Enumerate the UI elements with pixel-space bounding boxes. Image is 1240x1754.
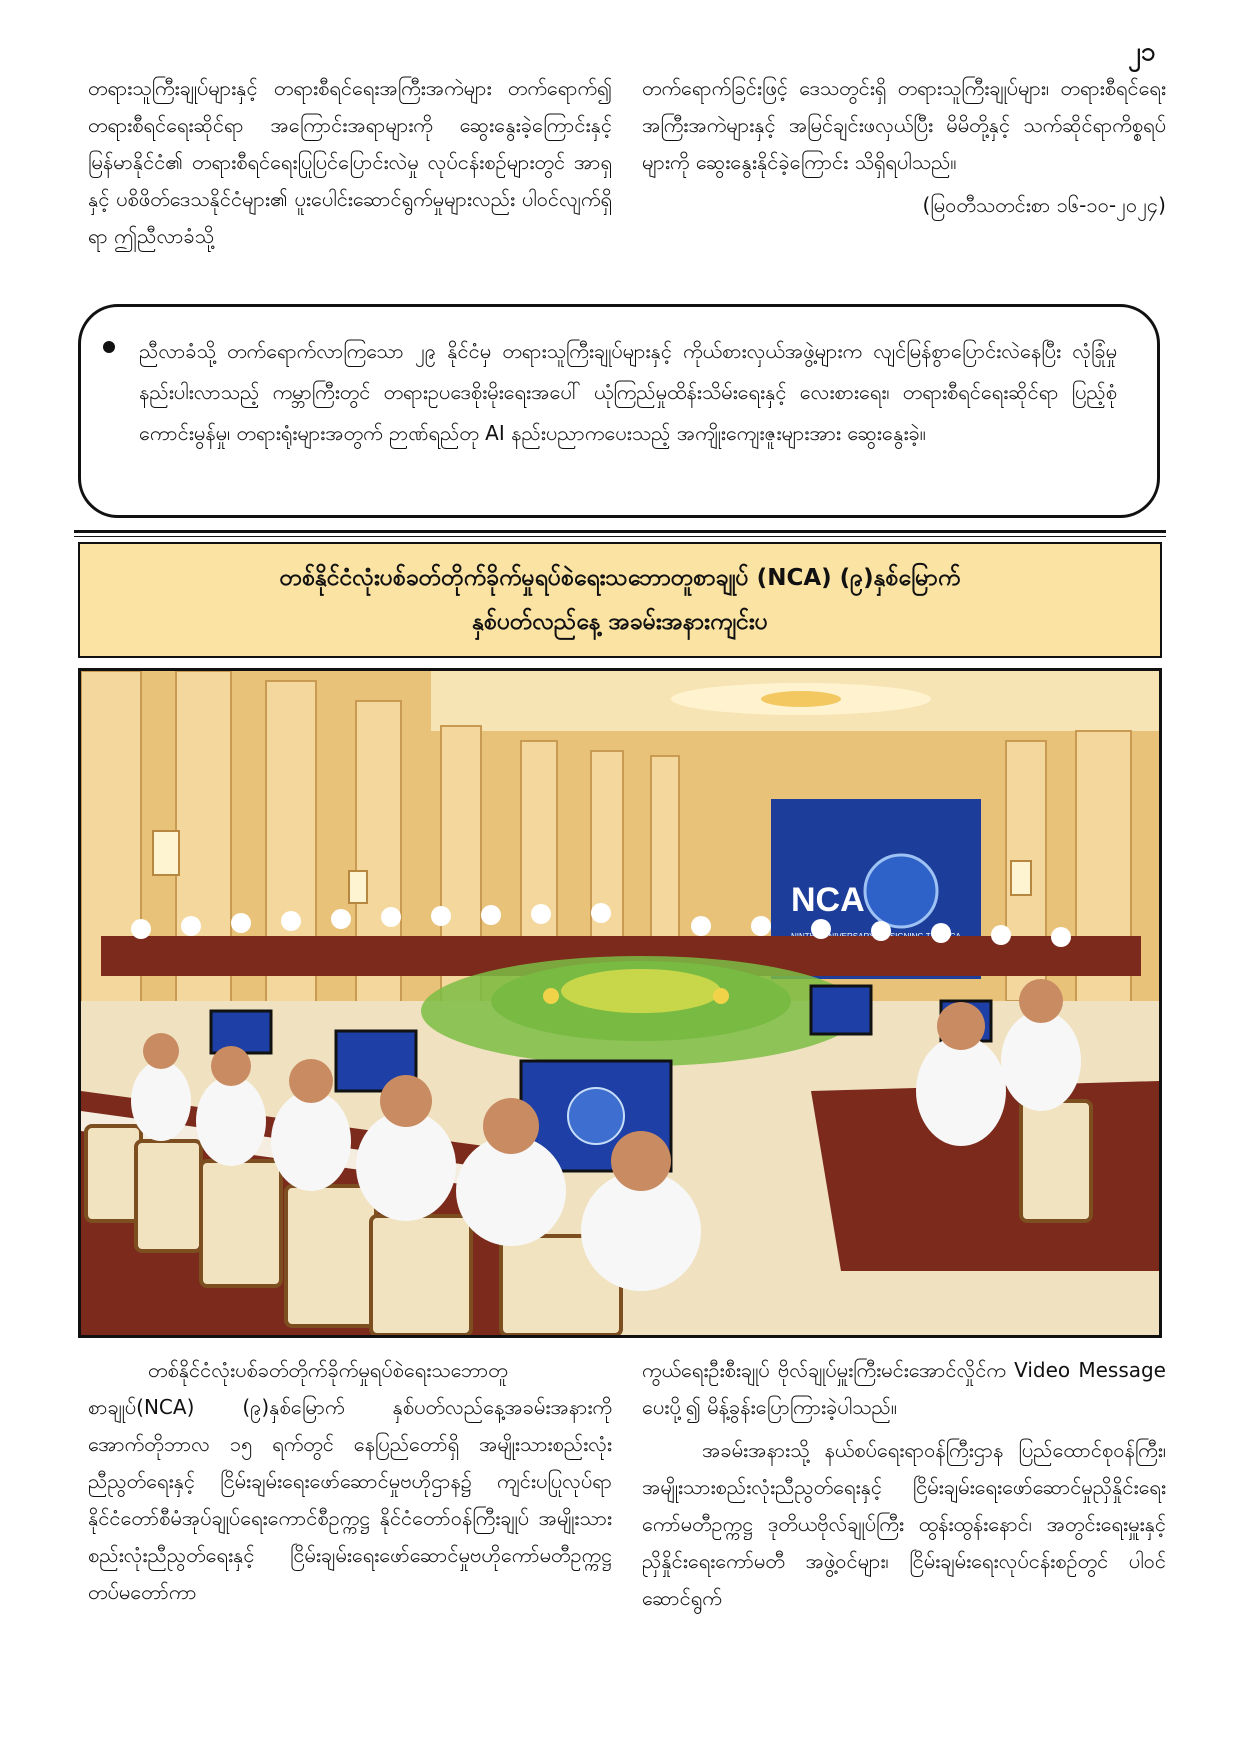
bottom-left-paragraph: တစ်နိုင်ငံလုံးပစ်ခတ်တိုက်ခိုက်မှုရပ်စဲရေးသဘောတူစာချုပ်(NCA) (၉)နှစ်မြောက် နှစ်ပတ်လည်နေ့အခမ်းအနားကို အောက်တိုဘာလ ၁၅ ရက်တွင် နေပြည်တော်ရှိ အမျိုးသားစည်းလုံး ညီညွတ်ရေးနှင့် ငြိမ်းချမ်းရေးဖော်ဆောင်မှုဗဟိုဌာန၌ ကျင်းပပြုလုပ်ရာ နိုင်ငံတော်စီမံအုပ်ချုပ်ရေးကောင်စီဥက္ကဋ္ဌ နိုင်ငံတော်ဝန်ကြီးချုပ် အမျိုးသားစည်းလုံးညီညွတ်ရေးနှင့် ငြိမ်းချမ်းရေးဖော်ဆောင်မှုဗဟိုကော်မတီဥက္ကဋ္ဌ တပ်မတော်ကာ <box>88 1358 612 1604</box>
bottom-right-column <box>642 1352 1166 1617</box>
divider-thin <box>74 536 1166 537</box>
top-right-column <box>642 70 1166 224</box>
summary-box <box>78 304 1160 518</box>
divider-thick <box>74 530 1166 533</box>
headline-line-2: နှစ်ပတ်လည်နေ့ အခမ်းအနားကျင်းပ <box>472 609 768 635</box>
bottom-left-column <box>88 1352 612 1611</box>
center-plants <box>421 956 861 1066</box>
top-left-column <box>88 70 612 255</box>
bottom-right-paragraph-2: အခမ်းအနားသို့ နယ်စပ်ရေးရာဝန်ကြီးဌာန ပြည်ထောင်စုဝန်ကြီး၊ အမျိုးသားစည်းလုံးညီညွတ်ရေးနှင့် ငြိမ်းချမ်းရေးဖော်ဆောင်မှုညှိနှိုင်းရေးကော်မတီဥက္ကဋ္ဌ ဒုတိယဗိုလ်ချုပ်ကြီး ထွန်းထွန်းနောင်၊ အတွင်းရေးမှူးနှင့် ညှိနှိုင်းရေးကော်မတီ အဖွဲ့ဝင်များ၊ ငြိမ်းချမ်းရေးလုပ်ငန်းစဉ်တွင် ပါဝင်ဆောင်ရွက် <box>642 1438 1166 1610</box>
top-left-paragraph: တရားသူကြီးချုပ်များနှင့် တရားစီရင်ရေးအကြီးအကဲများ တက်ရောက်၍ တရားစီရင်ရေးဆိုင်ရာ အကြောင်းအရာများကို ဆွေးနွေးခဲ့ကြောင်းနှင့် မြန်မာနိုင်ငံ၏ တရားစီရင်ရေးပြုပြင်ပြောင်းလဲမှု လုပ်ငန်းစဉ်များတွင် အာရှနှင့် ပစိဖိတ်ဒေသနိုင်ငံများ၏ ပူးပေါင်းဆောင်ရွက်မှုများလည်း ပါဝင်လျက်ရှိရာ ဤညီလာခံသို့ <box>88 76 612 248</box>
top-right-paragraph: တက်ရောက်ခြင်းဖြင့် ဒေသတွင်းရှိ တရားသူကြီးချုပ်များ၊ တရားစီရင်ရေးအကြီးအကဲများနှင့် အမြင်ချင်းဖလှယ်ပြီး မိမိတို့နှင့် သက်ဆိုင်ရာကိစ္စရပ်များကို ဆွေးနွေးနိုင်ခဲ့ကြောင်း သိရှိရပါသည်။ <box>642 76 1166 174</box>
screen-logo-text: NCA <box>791 881 865 919</box>
news-source: (မြဝတီသတင်းစာ ၁၆-၁၀-၂၀၂၄) <box>922 193 1166 217</box>
page-number: ၂၁ <box>1128 37 1156 67</box>
headline-line-1: တစ်နိုင်ငံလုံးပစ်ခတ်တိုက်ခိုက်မှုရပ်စဲရေးသဘောတူစာချုပ် (NCA) (၉)နှစ်မြောက် <box>279 565 961 591</box>
ceremony-photo <box>78 668 1162 1338</box>
bullet-icon <box>103 341 115 353</box>
bottom-right-paragraph-1: ကွယ်ရေးဦးစီးချုပ် ဗိုလ်ချုပ်မှူးကြီးမင်းအောင်လှိုင်က Video Message ပေးပို့၍ မိန့်ခွန်းပြောကြားခဲ့ပါသည်။ <box>642 1358 1166 1419</box>
article-headline <box>78 542 1162 658</box>
summary-text: ညီလာခံသို့ တက်ရောက်လာကြသော ၂၉ နိုင်ငံမှ တရားသူကြီးချုပ်များနှင့် ကိုယ်စားလှယ်အဖွဲ့များက လျင်မြန်စွာပြောင်းလဲနေပြီး လုံခြုံမှုနည်းပါးလာသည့် ကမ္ဘာကြီးတွင် တရားဥပဒေစိုးမိုးရေးအပေါ် ယုံကြည်မှုထိန်းသိမ်းရေးနှင့် လေးစားရေး၊ တရားစီရင်ရေးဆိုင်ရာ ပြည့်စုံကောင်းမွန်မှု၊ တရားရုံးများအတွက် ဉာဏ်ရည်တု AI နည်းပညာကပေးသည့် အကျိုးကျေးဇူးများအား ဆွေးနွေးခဲ့။ <box>139 339 1117 445</box>
